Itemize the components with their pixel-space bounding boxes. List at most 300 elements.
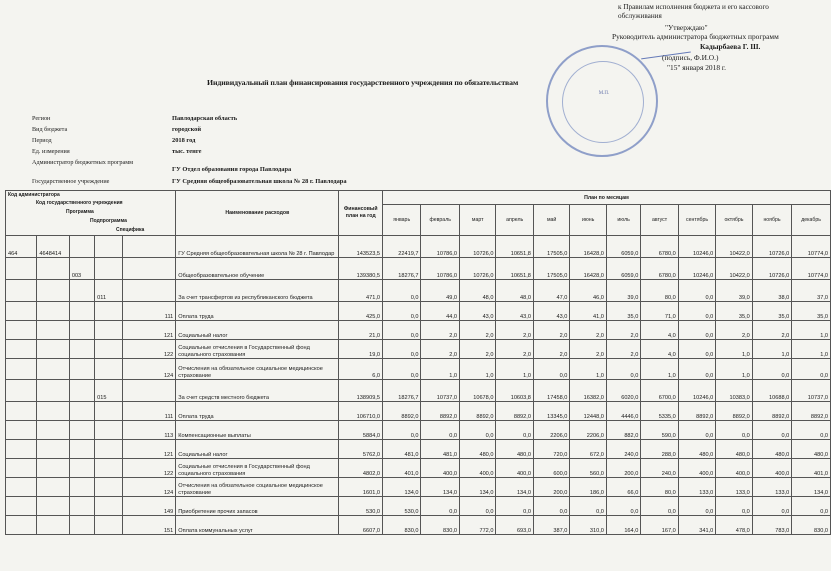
header-month: август (641, 205, 678, 236)
cell-month-value: 2,0 (752, 321, 792, 340)
cell-expense-name: Общеобразовательное обучение (176, 258, 339, 280)
cell-month-value: 0,0 (533, 497, 569, 516)
cell-month-value: 480,0 (459, 440, 495, 459)
cell-month-value: 0,0 (678, 340, 715, 359)
cell-program: 003 (69, 258, 94, 280)
header-month: январь (382, 205, 421, 236)
cell-month-value: 8892,0 (752, 402, 792, 421)
header-subprogram: Подпрограмма (90, 218, 127, 224)
cell-annual-total: 5884,0 (339, 421, 383, 440)
cell-month-value: 590,0 (641, 421, 678, 440)
table-row (6, 440, 831, 459)
cell-month-value: 10688,0 (752, 380, 792, 402)
cell-month-value: 10726,0 (752, 258, 792, 280)
cell-month-value: 22419,7 (382, 236, 421, 258)
cell-month-value: 6059,0 (606, 236, 640, 258)
cell-month-value: 43,0 (533, 302, 569, 321)
table-row (6, 421, 831, 440)
cell-month-value: 43,0 (496, 302, 533, 321)
cell-month-value: 133,0 (716, 478, 752, 497)
cell-inst-code (37, 280, 69, 302)
cell-specific (122, 280, 176, 302)
cell-month-value: 10603,8 (496, 380, 533, 402)
cell-specific: 124 (122, 478, 176, 497)
header-month: ноябрь (752, 205, 792, 236)
cell-month-value: 4,0 (641, 340, 678, 359)
cell-month-value: 400,0 (752, 459, 792, 478)
header-specific: Специфика (116, 227, 145, 233)
cell-expense-name: Приобретение прочих запасов (176, 497, 339, 516)
cell-month-value: 10246,0 (678, 236, 715, 258)
cell-program (69, 516, 94, 535)
cell-month-value: 49,0 (421, 280, 460, 302)
cell-month-value: 0,0 (678, 421, 715, 440)
cell-month-value: 2,0 (570, 340, 606, 359)
cell-inst-code (37, 258, 69, 280)
meta-value-unit: тыс. тенге (172, 148, 202, 155)
cell-subprogram (95, 459, 122, 478)
table-row (6, 402, 831, 421)
cell-annual-total: 4802,0 (339, 459, 383, 478)
cell-subprogram (95, 516, 122, 535)
cell-inst-code (37, 497, 69, 516)
cell-month-value: 0,0 (752, 359, 792, 380)
cell-month-value: 17505,0 (533, 258, 569, 280)
cell-specific: 121 (122, 321, 176, 340)
header-month: декабрь (792, 205, 831, 236)
cell-month-value: 0,0 (421, 497, 460, 516)
cell-program (69, 359, 94, 380)
cell-month-value: 133,0 (678, 478, 715, 497)
cell-inst-code: 4648414 (37, 236, 69, 258)
cell-month-value: 0,0 (382, 421, 421, 440)
meta-label-unit: Ед. измерения (32, 148, 70, 155)
cell-month-value: 44,0 (421, 302, 460, 321)
cell-month-value: 1,0 (792, 340, 831, 359)
cell-month-value: 1,0 (421, 359, 460, 380)
cell-subprogram: 011 (95, 280, 122, 302)
cell-inst-code (37, 440, 69, 459)
cell-annual-total: 139380,5 (339, 258, 383, 280)
cell-month-value: 10726,0 (752, 236, 792, 258)
cell-admin-code (6, 402, 37, 421)
cell-month-value: 0,0 (382, 359, 421, 380)
cell-month-value: 0,0 (606, 359, 640, 380)
cell-month-value: 400,0 (496, 459, 533, 478)
cell-annual-total: 6607,0 (339, 516, 383, 535)
document-title: Индивидуальный план финансирования государственного учреждения по обязательствам (207, 78, 519, 87)
cell-month-value: 240,0 (606, 440, 640, 459)
cell-month-value: 0,0 (606, 497, 640, 516)
cell-month-value: 0,0 (678, 280, 715, 302)
cell-inst-code (37, 402, 69, 421)
cell-month-value: 8892,0 (496, 402, 533, 421)
cell-month-value: 5335,0 (641, 402, 678, 421)
header-month: сентябрь (678, 205, 715, 236)
cell-month-value: 2,0 (496, 340, 533, 359)
cell-admin-code (6, 516, 37, 535)
cell-program (69, 421, 94, 440)
cell-month-value: 16382,0 (570, 380, 606, 402)
cell-month-value: 400,0 (421, 459, 460, 478)
cell-month-value: 783,0 (752, 516, 792, 535)
cell-month-value: 2,0 (496, 321, 533, 340)
cell-month-value: 43,0 (459, 302, 495, 321)
cell-month-value: 16428,0 (570, 258, 606, 280)
cell-admin-code (6, 340, 37, 359)
cell-admin-code (6, 478, 37, 497)
cell-month-value: 2,0 (421, 321, 460, 340)
cell-specific (122, 380, 176, 402)
meta-label-institution: Государственное учреждение (32, 178, 110, 185)
cell-month-value: 0,0 (752, 497, 792, 516)
cell-month-value: 8892,0 (459, 402, 495, 421)
table-row (6, 280, 831, 302)
cell-month-value: 0,0 (382, 280, 421, 302)
cell-month-value: 530,0 (382, 497, 421, 516)
cell-month-value: 400,0 (716, 459, 752, 478)
cell-annual-total: 5762,0 (339, 440, 383, 459)
cell-program (69, 440, 94, 459)
cell-month-value: 1,0 (496, 359, 533, 380)
cell-month-value: 2,0 (606, 321, 640, 340)
cell-program (69, 236, 94, 258)
cell-month-value: 0,0 (678, 359, 715, 380)
cell-month-value: 8892,0 (382, 402, 421, 421)
cell-month-value: 6700,0 (641, 380, 678, 402)
cell-expense-name: Оплата коммунальных услуг (176, 516, 339, 535)
approver-role: Руководитель администратора бюджетных программ (612, 32, 779, 41)
cell-month-value: 200,0 (533, 478, 569, 497)
cell-month-value: 1,0 (570, 359, 606, 380)
cell-month-value: 10422,0 (716, 258, 752, 280)
cell-month-value: 0,0 (421, 421, 460, 440)
cell-month-value: 10651,8 (496, 236, 533, 258)
cell-month-value: 10422,0 (716, 236, 752, 258)
cell-program (69, 280, 94, 302)
cell-subprogram (95, 321, 122, 340)
cell-month-value: 480,0 (716, 440, 752, 459)
cell-annual-total: 106710,0 (339, 402, 383, 421)
cell-month-value: 0,0 (496, 497, 533, 516)
signature-caption: (подпись, Ф.И.О.) (662, 53, 719, 62)
cell-month-value: 10246,0 (678, 258, 715, 280)
cell-month-value: 164,0 (606, 516, 640, 535)
cell-inst-code (37, 340, 69, 359)
cell-month-value: 10786,0 (421, 258, 460, 280)
cell-specific: 122 (122, 459, 176, 478)
cell-month-value: 1,0 (716, 359, 752, 380)
cell-specific (122, 258, 176, 280)
cell-month-value: 80,0 (641, 478, 678, 497)
cell-month-value: 0,0 (792, 421, 831, 440)
cell-month-value: 47,0 (533, 280, 569, 302)
cell-month-value: 41,0 (570, 302, 606, 321)
cell-month-value: 0,0 (382, 302, 421, 321)
cell-month-value: 0,0 (792, 359, 831, 380)
cell-inst-code (37, 302, 69, 321)
cell-month-value: 1,0 (752, 340, 792, 359)
cell-expense-name: За счет средств местного бюджета (176, 380, 339, 402)
cell-month-value: 1,0 (716, 340, 752, 359)
cell-month-value: 2,0 (459, 321, 495, 340)
official-stamp (546, 45, 658, 157)
cell-month-value: 401,0 (792, 459, 831, 478)
header-month: март (459, 205, 495, 236)
cell-month-value: 35,0 (606, 302, 640, 321)
cell-month-value: 2206,0 (533, 421, 569, 440)
cell-program (69, 302, 94, 321)
cell-subprogram: 015 (95, 380, 122, 402)
cell-month-value: 10774,0 (792, 258, 831, 280)
table-row (6, 302, 831, 321)
approver-name: Кадырбаева Г. Ш. (700, 42, 761, 51)
cell-expense-name: Отчисления на обязательное социальное медицинское страхование (176, 478, 339, 497)
cell-month-value: 8892,0 (716, 402, 752, 421)
cell-month-value: 4446,0 (606, 402, 640, 421)
cell-month-value: 6059,0 (606, 258, 640, 280)
header-monthly-plan: План по месяцам (382, 191, 830, 205)
header-month: апрель (496, 205, 533, 236)
cell-month-value: 480,0 (496, 440, 533, 459)
cell-month-value: 480,0 (752, 440, 792, 459)
cell-month-value: 401,0 (382, 459, 421, 478)
cell-month-value: 672,0 (570, 440, 606, 459)
cell-month-value: 478,0 (716, 516, 752, 535)
cell-month-value: 0,0 (382, 321, 421, 340)
approval-date: "15" января 2018 г. (667, 63, 726, 72)
cell-month-value: 0,0 (533, 359, 569, 380)
cell-month-value: 200,0 (606, 459, 640, 478)
cell-specific: 151 (122, 516, 176, 535)
cell-specific (122, 236, 176, 258)
rules-reference-line1: к Правилам исполнения бюджета и его кассового (618, 3, 769, 11)
cell-month-value: 35,0 (716, 302, 752, 321)
cell-subprogram (95, 302, 122, 321)
cell-month-value: 240,0 (641, 459, 678, 478)
cell-inst-code (37, 421, 69, 440)
cell-month-value: 6780,0 (641, 236, 678, 258)
cell-admin-code (6, 321, 37, 340)
cell-month-value: 1,0 (792, 321, 831, 340)
cell-month-value: 0,0 (678, 497, 715, 516)
cell-annual-total: 143523,5 (339, 236, 383, 258)
cell-expense-name: Оплата труда (176, 302, 339, 321)
cell-month-value: 0,0 (496, 421, 533, 440)
cell-inst-code (37, 459, 69, 478)
cell-month-value: 0,0 (716, 497, 752, 516)
header-admin-code: Код администратора (8, 192, 60, 198)
cell-month-value: 830,0 (421, 516, 460, 535)
cell-month-value: 167,0 (641, 516, 678, 535)
cell-month-value: 2,0 (533, 321, 569, 340)
cell-annual-total: 471,0 (339, 280, 383, 302)
cell-month-value: 10737,0 (792, 380, 831, 402)
cell-month-value: 10246,0 (678, 380, 715, 402)
cell-specific: 113 (122, 421, 176, 440)
cell-inst-code (37, 478, 69, 497)
header-inst-code: Код государственного учреждения (36, 200, 123, 206)
cell-subprogram (95, 258, 122, 280)
cell-month-value: 10774,0 (792, 236, 831, 258)
cell-month-value: 2,0 (421, 340, 460, 359)
cell-subprogram (95, 340, 122, 359)
cell-expense-name: За счет трансфертов из республиканского бюджета (176, 280, 339, 302)
cell-subprogram (95, 478, 122, 497)
cell-subprogram (95, 440, 122, 459)
cell-annual-total: 1601,0 (339, 478, 383, 497)
cell-month-value: 1,0 (641, 359, 678, 380)
cell-expense-name: Социальные отчисления в Государственный фонд социального страхования (176, 459, 339, 478)
cell-program (69, 340, 94, 359)
cell-annual-total: 138909,5 (339, 380, 383, 402)
meta-label-budget-type: Вид бюджета (32, 126, 68, 133)
cell-admin-code: 464 (6, 236, 37, 258)
header-month: май (533, 205, 569, 236)
cell-month-value: 186,0 (570, 478, 606, 497)
cell-month-value: 0,0 (570, 497, 606, 516)
cell-program (69, 321, 94, 340)
table-row (6, 258, 831, 280)
cell-month-value: 0,0 (678, 302, 715, 321)
cell-subprogram (95, 497, 122, 516)
header-expense-name: Наименование расходов (176, 191, 339, 236)
cell-month-value: 560,0 (570, 459, 606, 478)
cell-month-value: 4,0 (641, 321, 678, 340)
cell-month-value: 134,0 (421, 478, 460, 497)
cell-month-value: 0,0 (641, 497, 678, 516)
cell-admin-code (6, 497, 37, 516)
cell-admin-code (6, 459, 37, 478)
cell-month-value: 10726,0 (459, 236, 495, 258)
cell-month-value: 39,0 (606, 280, 640, 302)
cell-expense-name: ГУ Средняя общеобразовательная школа № 28 г. Павлодар (176, 236, 339, 258)
cell-annual-total: 21,0 (339, 321, 383, 340)
cell-month-value: 16428,0 (570, 236, 606, 258)
cell-specific: 124 (122, 359, 176, 380)
approved-label: "Утверждаю" (665, 23, 708, 32)
cell-subprogram (95, 359, 122, 380)
table-row (6, 459, 831, 478)
cell-month-value: 310,0 (570, 516, 606, 535)
cell-month-value: 10726,0 (459, 258, 495, 280)
cell-month-value: 12448,0 (570, 402, 606, 421)
cell-month-value: 2,0 (606, 340, 640, 359)
cell-month-value: 288,0 (641, 440, 678, 459)
cell-month-value: 35,0 (752, 302, 792, 321)
cell-month-value: 17505,0 (533, 236, 569, 258)
cell-program (69, 459, 94, 478)
cell-month-value: 0,0 (716, 421, 752, 440)
cell-month-value: 8892,0 (421, 402, 460, 421)
cell-month-value: 48,0 (459, 280, 495, 302)
header-program: Программа (66, 209, 94, 215)
header-month: июнь (570, 205, 606, 236)
cell-month-value: 46,0 (570, 280, 606, 302)
table-row (6, 478, 831, 497)
cell-month-value: 882,0 (606, 421, 640, 440)
cell-month-value: 481,0 (421, 440, 460, 459)
cell-month-value: 0,0 (459, 497, 495, 516)
table-row (6, 380, 831, 402)
cell-month-value: 481,0 (382, 440, 421, 459)
cell-month-value: 720,0 (533, 440, 569, 459)
cell-month-value: 830,0 (792, 516, 831, 535)
cell-month-value: 10651,8 (496, 258, 533, 280)
meta-label-period: Период (32, 137, 52, 144)
cell-month-value: 17458,0 (533, 380, 569, 402)
cell-inst-code (37, 321, 69, 340)
cell-month-value: 6020,0 (606, 380, 640, 402)
cell-expense-name: Отчисления на обязательное социальное медицинское страхование (176, 359, 339, 380)
cell-subprogram (95, 236, 122, 258)
cell-admin-code (6, 302, 37, 321)
cell-month-value: 400,0 (678, 459, 715, 478)
cell-expense-name: Социальный налог (176, 440, 339, 459)
table-row (6, 236, 831, 258)
cell-subprogram (95, 421, 122, 440)
cell-inst-code (37, 380, 69, 402)
cell-program (69, 380, 94, 402)
cell-admin-code (6, 280, 37, 302)
cell-admin-code (6, 380, 37, 402)
header-month: июль (606, 205, 640, 236)
cell-month-value: 48,0 (496, 280, 533, 302)
cell-month-value: 134,0 (382, 478, 421, 497)
cell-annual-total: 530,0 (339, 497, 383, 516)
cell-admin-code (6, 258, 37, 280)
cell-program (69, 478, 94, 497)
meta-value-admin: ГУ Отдел образования города Павлодара (172, 166, 292, 173)
cell-admin-code (6, 421, 37, 440)
meta-value-institution: ГУ Средняя общеобразовательная школа № 28 г. Павлодара (172, 178, 347, 185)
cell-month-value: 8892,0 (678, 402, 715, 421)
cell-month-value: 10678,0 (459, 380, 495, 402)
cell-expense-name: Компенсационные выплаты (176, 421, 339, 440)
cell-month-value: 2,0 (459, 340, 495, 359)
cell-month-value: 38,0 (752, 280, 792, 302)
cell-annual-total: 19,0 (339, 340, 383, 359)
header-annual-plan: Финансовый план на год (339, 191, 383, 236)
financing-plan-table (5, 190, 831, 535)
meta-label-region: Регион (32, 115, 51, 122)
cell-expense-name: Социальные отчисления в Государственный фонд социального страхования (176, 340, 339, 359)
cell-month-value: 2206,0 (570, 421, 606, 440)
cell-month-value: 8892,0 (792, 402, 831, 421)
cell-month-value: 2,0 (570, 321, 606, 340)
cell-month-value: 10737,0 (421, 380, 460, 402)
cell-month-value: 0,0 (459, 421, 495, 440)
meta-value-region: Павлодарская область (172, 115, 238, 122)
cell-month-value: 693,0 (496, 516, 533, 535)
cell-program (69, 497, 94, 516)
table-row (6, 497, 831, 516)
meta-value-budget-type: городской (172, 126, 202, 133)
cell-specific: 111 (122, 402, 176, 421)
table-row (6, 359, 831, 380)
cell-specific: 149 (122, 497, 176, 516)
cell-month-value: 134,0 (496, 478, 533, 497)
cell-admin-code (6, 440, 37, 459)
rules-reference-line2: обслуживания (618, 12, 662, 20)
cell-subprogram (95, 402, 122, 421)
cell-month-value: 0,0 (752, 421, 792, 440)
cell-month-value: 10383,0 (716, 380, 752, 402)
cell-month-value: 6780,0 (641, 258, 678, 280)
table-row (6, 340, 831, 359)
cell-month-value: 2,0 (716, 321, 752, 340)
cell-month-value: 18276,7 (382, 380, 421, 402)
